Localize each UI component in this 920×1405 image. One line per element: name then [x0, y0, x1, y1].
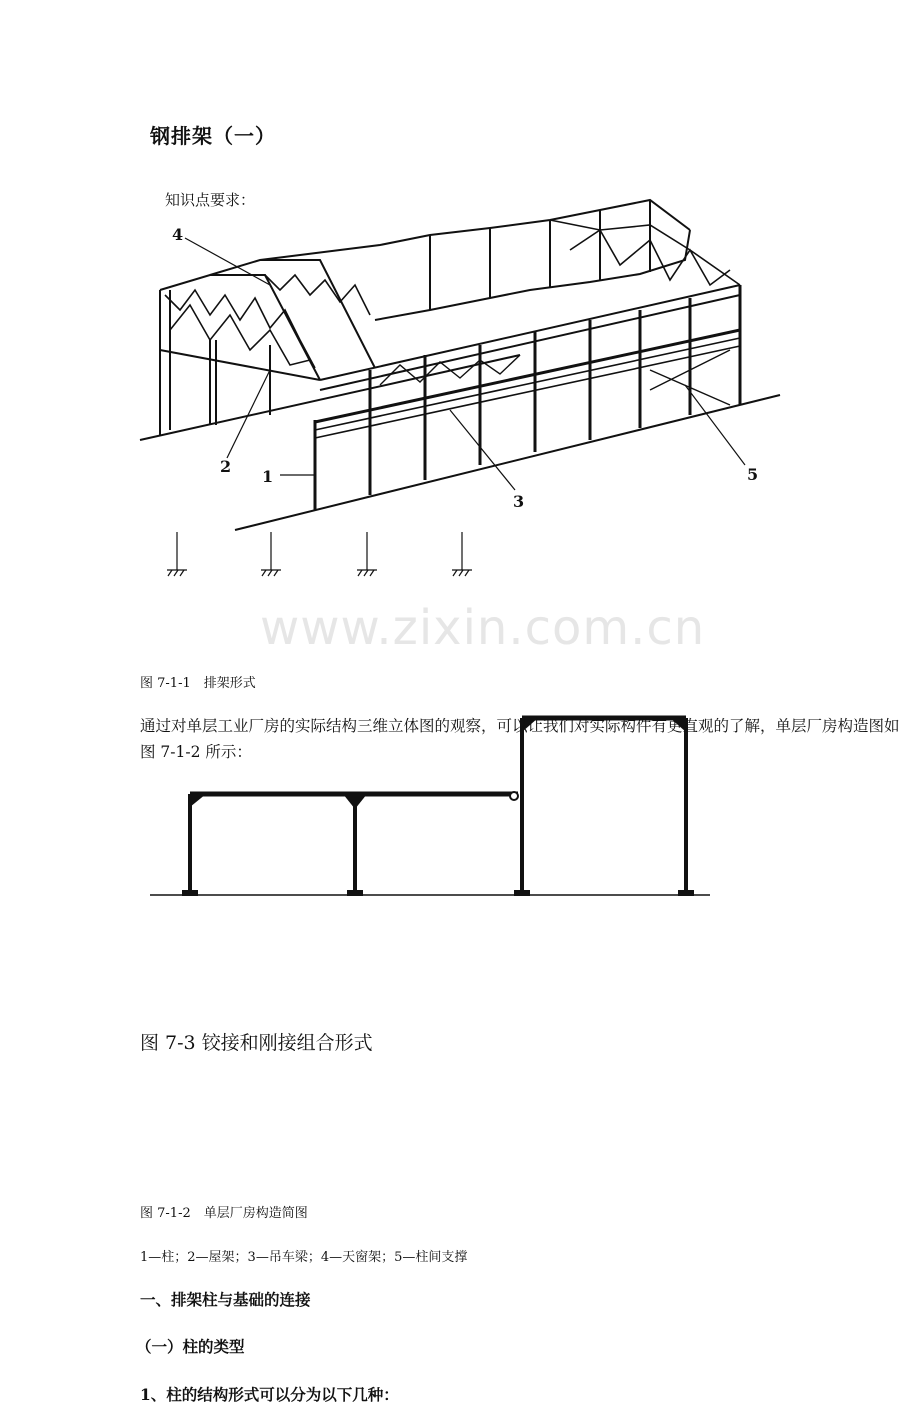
callout-2: 2 — [220, 457, 232, 476]
callout-4: 4 — [172, 225, 184, 244]
page-title: 钢排架（一） — [150, 124, 276, 148]
figure-7-3-caption: 图 7-3 铰接和刚接组合形式 — [140, 1032, 373, 1054]
watermark: www.zixin.com.cn — [260, 600, 706, 656]
fixed-support-columns — [160, 530, 480, 580]
figure-7-1-2-caption: 图 7-1-2 单层厂房构造简图 — [140, 1206, 308, 1221]
callout-3: 3 — [513, 492, 525, 511]
point-heading: 1、柱的结构形式可以分为以下几种： — [140, 1385, 399, 1404]
body-paragraph: 通过对单层工业厂房的实际结构三维立体图的观察，可以让我们对实际构件有更直观的了解，单层厂房构造图如图 7-1-2 所示： — [140, 717, 900, 761]
callout-5: 5 — [747, 465, 759, 484]
section-heading: 一、排架柱与基础的连接 — [140, 1290, 311, 1309]
figure-legend: 1—柱；2—屋架；3—吊车梁；4—天窗架；5—柱间支撑 — [140, 1250, 468, 1265]
subsection-heading: （一）柱的类型 — [136, 1337, 245, 1356]
figure-7-1-1-caption: 图 7-1-1 排架形式 — [140, 676, 256, 691]
callout-1: 1 — [262, 467, 274, 486]
factory-3d-drawing — [130, 190, 790, 540]
requirement-label: 知识点要求： — [165, 191, 256, 209]
